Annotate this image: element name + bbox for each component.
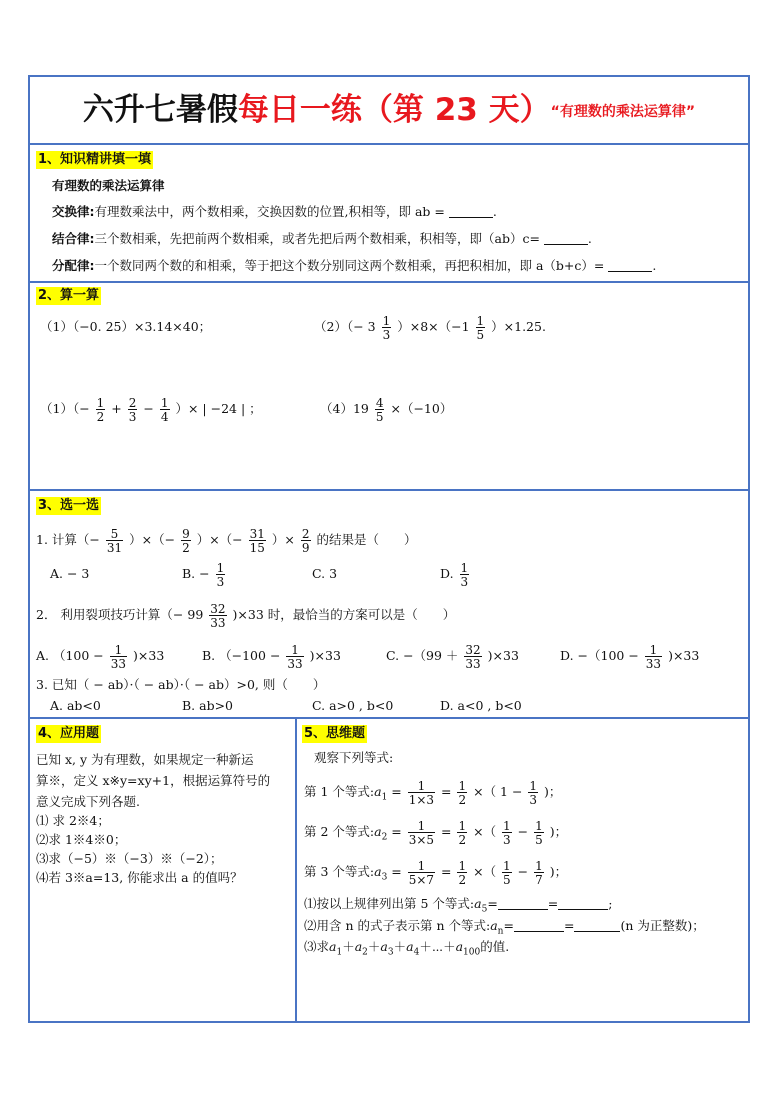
divider bbox=[30, 143, 748, 145]
title-topic: “有理数的乘法运算律” bbox=[550, 104, 696, 120]
s2-question-2: （2）（− 3 $\frac{1}{3}$ ）×8×（−1 $\frac{1}{5}$ ）×1.25. bbox=[314, 313, 546, 342]
answer-blank[interactable] bbox=[514, 919, 564, 932]
s3-q2-option-a[interactable]: A. （100 − $\frac{1}{33}$ )×33 bbox=[36, 642, 165, 671]
section-2-title: 2、算一算 bbox=[38, 288, 100, 303]
s5-question-1: ⑴按以上规律列出第 5 个等式$:a_5=$ = ; bbox=[304, 896, 613, 915]
s2-question-1: （1）（−0. 25）×3.14×40； bbox=[40, 319, 212, 334]
s3-q1-option-d[interactable]: D. $\frac{1}{3}$ bbox=[440, 560, 469, 589]
s5-question-3: ⑶求$a_1+a_2+a_3+a_4+\cdots+a_{100}$的值. bbox=[304, 939, 510, 958]
section-1-title: 1、知识精讲填一填 bbox=[38, 152, 152, 167]
answer-blank[interactable] bbox=[558, 897, 608, 910]
divider bbox=[30, 281, 748, 283]
column-divider bbox=[295, 717, 297, 1023]
s4-body: 已知 x, y 为有理数，如果规定一种新运 算※，定义 x※y=xy+1，根据运算符号的 意义完成下列各题. ⑴ 求 2※4； ⑵求 1※4※0； ⑶求（−5）※（−3）※（−2）； ⑷若 3※a=13, 你能求出 a 的值吗？ bbox=[36, 752, 271, 885]
divider bbox=[30, 717, 748, 719]
s5-intro: 观察下列等式: bbox=[314, 750, 394, 765]
answer-blank[interactable] bbox=[574, 919, 620, 932]
s3-q3-option-c[interactable]: C. a>0 , b<0 bbox=[312, 698, 394, 713]
s3-q2-option-b[interactable]: B. （−100 − $\frac{1}{33}$ )×33 bbox=[202, 642, 341, 671]
answer-blank[interactable] bbox=[608, 259, 652, 272]
section-3-title: 3、选一选 bbox=[38, 498, 100, 513]
s3-q3-option-d[interactable]: D. a<0 , b<0 bbox=[440, 698, 522, 713]
s5-equation-2: 第 2 个等式$:a_2$ = $\frac{1}{3\times 5}$ = $\frac{1}{2}$ ×（ $\frac{1}{3}$ − $\frac{1}{5}$ )； bbox=[304, 818, 568, 847]
s3-q1-option-c[interactable]: C. 3 bbox=[312, 566, 338, 581]
section-5-title: 5、思维题 bbox=[304, 726, 366, 741]
s5-question-2: ⑵用含 n 的式子表示第 n 个等式$:a_n= = (n$ 为正整数)； bbox=[304, 918, 705, 937]
s2-question-3: （1）（− $\frac{1}{2}$ + $\frac{2}{3}$ − $\frac{1}{4}$ ）× | −24 | ； bbox=[40, 395, 262, 424]
s5-equation-1: 第 1 个等式$:a_1$ = $\frac{1}{1\times 3}$ = $\frac{1}{2}$ ×（ 1 − $\frac{1}{3}$ )； bbox=[304, 778, 562, 807]
title-daily: 每日一练（第 23 天） bbox=[237, 92, 551, 128]
page-title bbox=[30, 77, 748, 143]
answer-blank[interactable] bbox=[498, 897, 548, 910]
distributive-law: 分配律:一个数同两个数的和相乘，等于把这个数分别同这两个数相乘，再把积相加，即 a（b+c）= . bbox=[52, 258, 657, 273]
answer-blank[interactable] bbox=[544, 232, 588, 245]
title-grade: 六升七暑假 bbox=[82, 92, 238, 128]
s2-question-4: （4）19 $\frac{4}{5}$ ×（−10） bbox=[320, 395, 453, 424]
s5-equation-3: 第 3 个等式$:a_3$ = $\frac{1}{5\times 7}$ = $\frac{1}{2}$ ×（ $\frac{1}{5}$ − $\frac{1}{7}$ )； bbox=[304, 858, 568, 887]
s3-question-3: 3. 已知（ − ab）·（ − ab）·（ − ab）>0, 则（ ） bbox=[36, 677, 326, 692]
worksheet-frame bbox=[28, 75, 750, 1023]
s3-question-2: 2． 利用裂项技巧计算（− 99 $\frac{32}{33}$ )×33 时，最恰当的方案可以是（ ） bbox=[36, 601, 456, 630]
answer-blank[interactable] bbox=[449, 205, 493, 218]
associative-law: 结合律:三个数相乘，先把前两个数相乘，或者先把后两个数相乘，积相等，即（ab）c= . bbox=[52, 231, 592, 246]
s3-q3-option-a[interactable]: A. ab<0 bbox=[50, 698, 101, 713]
s1-heading: 有理数的乘法运算律 bbox=[52, 178, 165, 193]
s3-q2-option-d[interactable]: D. −（100 − $\frac{1}{33}$ )×33 bbox=[560, 642, 700, 671]
s3-question-1: 1. 计算（− $\frac{5}{31}$ ）×（− $\frac{9}{2}$ ）×（− $\frac{31}{15}$ ）× $\frac{2}{9}$ 的结果是（ ） bbox=[36, 526, 417, 555]
s3-q1-option-a[interactable]: A. − 3 bbox=[50, 566, 90, 581]
s3-q2-option-c[interactable]: C. −（99 ＋ $\frac{32}{33}$ )×33 bbox=[386, 642, 519, 671]
section-4-title: 4、应用题 bbox=[38, 726, 100, 741]
s3-q3-option-b[interactable]: B. ab>0 bbox=[182, 698, 234, 713]
commutative-law: 交换律:有理数乘法中，两个数相乘，交换因数的位置,积相等，即 ab = . bbox=[52, 204, 497, 219]
s3-q1-option-b[interactable]: B. − $\frac{1}{3}$ bbox=[182, 560, 225, 589]
divider bbox=[30, 489, 748, 491]
